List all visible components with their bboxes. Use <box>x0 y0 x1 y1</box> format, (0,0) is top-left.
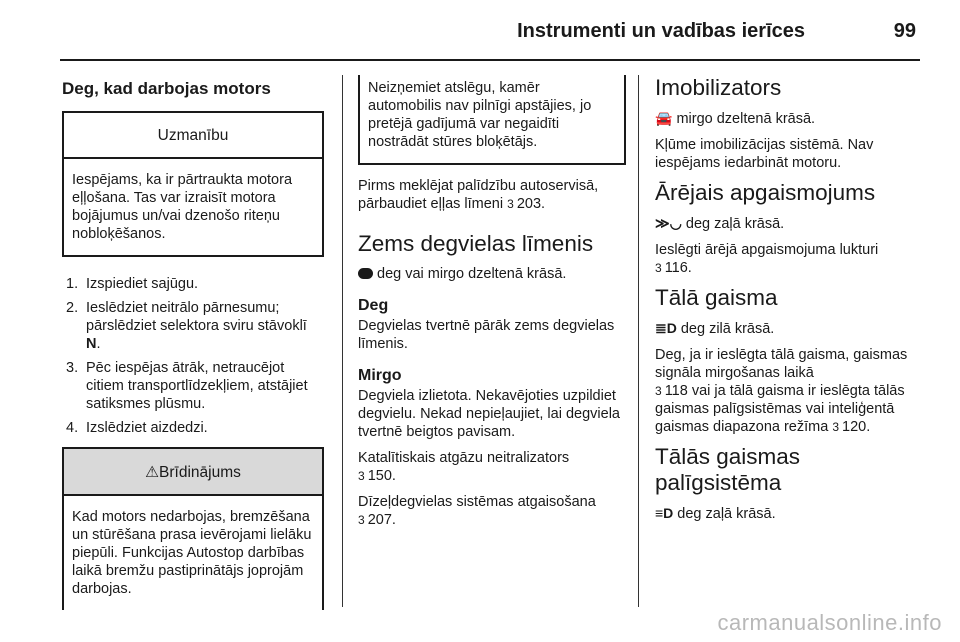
high-beam-icon: ≣D <box>655 320 677 336</box>
deg-text: Degvielas tvertnē pārāk zems degvielas līmenis. <box>358 318 615 352</box>
high-beam-assist-status: ≡D deg zaļā krāsā. <box>655 505 776 522</box>
immobilizer-text: Kļūme imobilizācijas sistēmā. Nav iespējams iedarbināt motoru. <box>655 137 874 171</box>
caution-box <box>62 111 324 257</box>
fuel-heading: Zems degvielas līmenis <box>358 231 594 256</box>
caution-text: Iespējams, ka ir pārtraukta motora eļļošana. Tas var izraisīt motora bojājumus un/vai dzenošo riteņu nobloķēšanos. <box>72 172 293 242</box>
column-1 <box>62 75 324 610</box>
exterior-light-status: ≫◡ deg zaļā krāsā. <box>655 215 785 232</box>
immobilizer-heading: Imobilizators <box>655 75 782 100</box>
warning-icon: ⚠ <box>145 464 160 481</box>
list-item: 1. Izspiediet sajūgu. <box>66 276 199 292</box>
column-divider <box>342 75 343 607</box>
exterior-light-heading: Ārējais apgaismojums <box>655 180 876 205</box>
page-number: 99 <box>893 20 916 42</box>
diesel-reference: Dīzeļdegvielas sistēmas atgaisošana 3 207. <box>358 494 596 528</box>
column-divider <box>638 75 639 607</box>
page-header <box>60 0 920 60</box>
caution-continued-text: Neizņemiet atslēgu, kamēr automobilis nav pilnīgi apstājies, jo pretējā gadījumā var negaidīti nostrādāt stūres bloķētājs. <box>368 80 592 150</box>
warning-header <box>64 449 322 496</box>
service-paragraph: Pirms meklējat palīdzību autoservisā, pārbaudiet eļļas līmeni 3 203. <box>358 178 599 212</box>
caution-box-continued <box>358 75 626 165</box>
warning-box <box>62 447 324 610</box>
high-beam-heading: Tālā gaisma <box>655 285 778 310</box>
reference-arrow-icon: 3 <box>358 513 365 527</box>
list-item: 2. Ieslēdziet neitrālo pārnesumu; pārslēdziet selektora sviru stāvoklī N. <box>66 300 307 352</box>
reference-arrow-icon: 3 <box>832 420 840 434</box>
watermark: carmanualsonline.info <box>717 610 942 635</box>
catalyst-reference: Katalītiskais atgāzu neitralizators 3 150. <box>358 450 570 484</box>
list-item: 3. Pēc iespējas ātrāk, netraucējot citiem transportlīdzekļiem, atstājiet satiksmes plūsmu. <box>66 360 308 412</box>
high-beam-assist-heading: Tālās gaismas palīgsistēma <box>655 444 801 495</box>
mirgo-heading: Mirgo <box>358 367 402 384</box>
high-beam-status: ≣D deg zilā krāsā. <box>655 320 775 337</box>
steps-list <box>62 275 324 437</box>
fuel-warning-icon <box>358 268 373 279</box>
column-2 <box>358 75 626 537</box>
warning-text: Kad motors nedarbojas, bremzēšana un stūrēšana prasa ievērojami lielāku piepūli. Funkcijas Autostop darbības laikā bremžu pastiprinātājs joprojām darbojas. <box>72 509 312 597</box>
immobilizer-status: 🚘 mirgo dzeltenā krāsā. <box>655 110 816 127</box>
section-heading: Deg, kad darbojas motors <box>62 79 271 98</box>
fuel-status: deg vai mirgo dzeltenā krāsā. <box>358 265 626 283</box>
reference-arrow-icon: 3 <box>655 384 662 398</box>
reference-arrow-icon: 3 <box>655 261 662 275</box>
high-beam-assist-icon: ≡D <box>655 505 674 521</box>
deg-heading: Deg <box>358 297 389 314</box>
column-3 <box>655 75 915 531</box>
exterior-light-text: Ieslēgti ārējā apgaismojuma lukturi 3 116. <box>655 242 879 276</box>
mirgo-text: Degviela izlietota. Nekavējoties uzpildiet degvielu. Nekad nepieļaujiet, lai degviela tvertnē beigtos pavisam. <box>358 388 620 440</box>
immobilizer-icon: 🚘 <box>655 110 673 126</box>
list-item: 4. Izslēdziet aizdedzi. <box>66 420 208 436</box>
high-beam-text: Deg, ja ir ieslēgta tālā gaisma, gaismas signāla mirgošanas laikā 3 118 vai ja tālā gaisma ir ieslēgta tālās gaismas palīgsistēmas vai inteliģentā gaismas diapazona režīma 3 120. <box>655 347 908 435</box>
header-rule <box>60 59 920 61</box>
header-title: Instrumenti un vadības ierīces <box>517 20 805 42</box>
reference-arrow-icon: 3 <box>358 469 365 483</box>
caution-title: Uzmanību <box>64 113 322 159</box>
exterior-light-icon: ≫◡ <box>655 215 682 231</box>
reference-arrow-icon: 3 <box>507 197 514 211</box>
warning-title: Brīdinājums <box>159 464 241 481</box>
